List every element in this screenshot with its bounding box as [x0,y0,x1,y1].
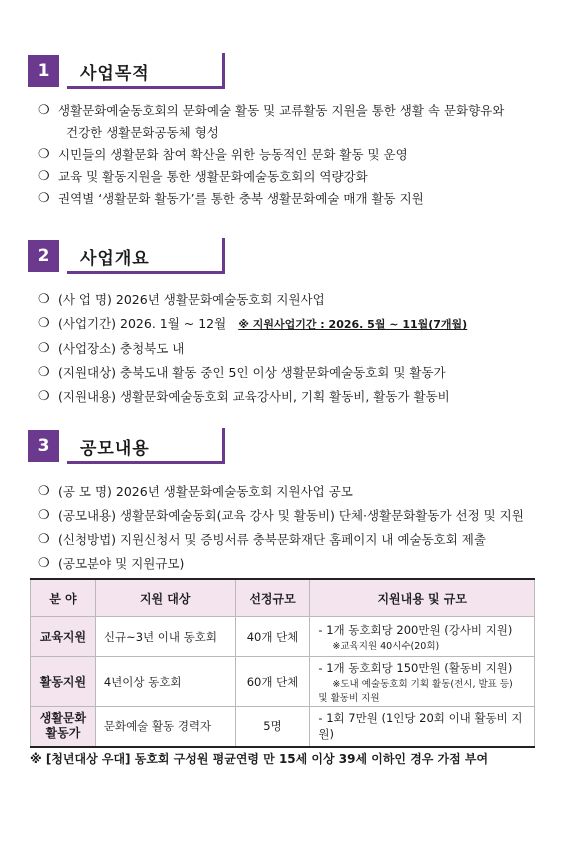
title-underline [67,86,225,89]
circle-bullet-icon: ❍ [38,103,50,118]
section-1 [0,55,584,206]
section-1-items [38,100,568,210]
section-3-number: 3 [28,430,59,462]
list-item [38,100,568,144]
title-side-bar [222,428,225,464]
circle-bullet-icon: ❍ [38,191,50,206]
header-target: 지원 대상 [95,579,235,617]
item-text: (사 업 명) 2026년 생활문화예술동호회 지원사업 [58,292,325,307]
circle-bullet-icon: ❍ [38,316,50,331]
circle-bullet-icon: ❍ [38,169,50,184]
item-text: (지원대상) 충북도내 활동 중인 5인 이상 생활문화예술동호회 및 활동가 [58,365,446,380]
category-label: 생활문화 활동가 [39,711,87,741]
row-scale: 40개 단체 [235,617,310,657]
list-item [38,480,568,504]
content-sub-continued: 및 활동비 지원 [318,692,380,704]
header-category: 분 야 [31,579,96,617]
list-item [38,312,568,337]
item-text: 권역별 ‘생활문화 활동가’를 통한 충북 생활문화예술 매개 활동 지원 [58,191,424,206]
item-text: (공모내용) 생활문화예술동회(교육 강사 및 활동비) 단체·생활문화활동가 선정 및 지원 [58,508,524,523]
title-side-bar [222,53,225,89]
section-2-header [0,240,584,280]
list-item [38,504,568,528]
item-text-continued: 건강한 생활문화공동체 형성 [66,125,219,140]
row-scale: 60개 단체 [235,657,310,707]
table-row [31,617,535,657]
table-row [31,657,535,707]
row-target: 문화예술 활동 경력자 [95,707,235,747]
list-item [38,385,568,409]
section-3-items [38,480,568,576]
period-note: ※ 지원사업기간 : 2026. 5월 ~ 11월(7개월) [238,318,468,331]
list-item [38,361,568,385]
content-sub: ※도내 예술동호회 기획 활동(전시, 발표 등) [332,678,513,690]
title-side-bar [222,238,225,274]
list-item [38,144,568,166]
section-1-number: 1 [28,55,59,87]
item-text: (신청방법) 지원신청서 및 증빙서류 충북문화재단 홈페이지 내 예술동호회 제출 [58,532,486,547]
item-text: (공모분야 및 지원규모) [58,556,185,571]
circle-bullet-icon: ❍ [38,389,50,404]
row-content [310,617,535,657]
section-3-title: 공모내용 [80,439,150,459]
list-item [38,552,568,576]
item-text: 시민들의 생활문화 참여 확산을 위한 능동적인 문화 활동 및 운영 [58,147,408,162]
list-item [38,188,568,210]
circle-bullet-icon: ❍ [38,365,50,380]
circle-bullet-icon: ❍ [38,341,50,356]
circle-bullet-icon: ❍ [38,484,50,499]
header-content: 지원내용 및 규모 [310,579,535,617]
section-2-items [38,288,568,409]
youth-bonus-note: ※ [청년대상 우대] 동호회 구성원 평균연령 만 15세 이상 39세 이하인 경우 가점 부여 [30,752,489,766]
list-item [38,166,568,188]
row-category: 교육지원 [31,617,96,657]
row-target: 4년이상 동호회 [95,657,235,707]
item-text: (지원내용) 생활문화예술동호회 교육강사비, 기획 활동비, 활동가 활동비 [58,389,450,404]
content-sub: ※교육지원 40시수(20회) [332,640,440,652]
list-item [38,528,568,552]
circle-bullet-icon: ❍ [38,292,50,307]
circle-bullet-icon: ❍ [38,532,50,547]
support-table [30,578,535,748]
row-content: - 1회 7만원 (1인당 20회 이내 활동비 지원) [310,707,535,747]
title-underline [67,461,225,464]
section-3-header [0,430,584,470]
section-1-header [0,55,584,95]
title-underline [67,271,225,274]
item-text: (사업장소) 충청북도 내 [58,341,185,356]
row-category [31,707,96,747]
item-text: (공 모 명) 2026년 생활문화예술동호회 지원사업 공모 [58,484,353,499]
item-text: (사업기간) 2026. 1월 ~ 12월 [58,316,227,331]
table-header-row [31,579,535,617]
section-1-title: 사업목적 [80,64,150,84]
row-scale: 5명 [235,707,310,747]
content-main: - 1개 동호회당 150만원 (활동비 지원) [318,660,513,675]
item-text: 생활문화예술동호회의 문화예술 활동 및 교류활동 지원을 통한 생활 속 문화향유와 [58,103,505,118]
row-content [310,657,535,707]
row-category: 활동지원 [31,657,96,707]
section-3 [0,430,584,571]
list-item [38,288,568,312]
section-2-number: 2 [28,240,59,272]
circle-bullet-icon: ❍ [38,147,50,162]
table-row [31,707,535,747]
section-2-title: 사업개요 [80,249,150,269]
circle-bullet-icon: ❍ [38,508,50,523]
list-item [38,337,568,361]
item-text: 교육 및 활동지원을 통한 생활문화예술동호회의 역량강화 [58,169,368,184]
circle-bullet-icon: ❍ [38,556,50,571]
section-2 [0,240,584,404]
row-target: 신규~3년 이내 동호회 [95,617,235,657]
header-scale: 선정규모 [235,579,310,617]
content-main: - 1개 동호회당 200만원 (강사비 지원) [318,622,513,637]
